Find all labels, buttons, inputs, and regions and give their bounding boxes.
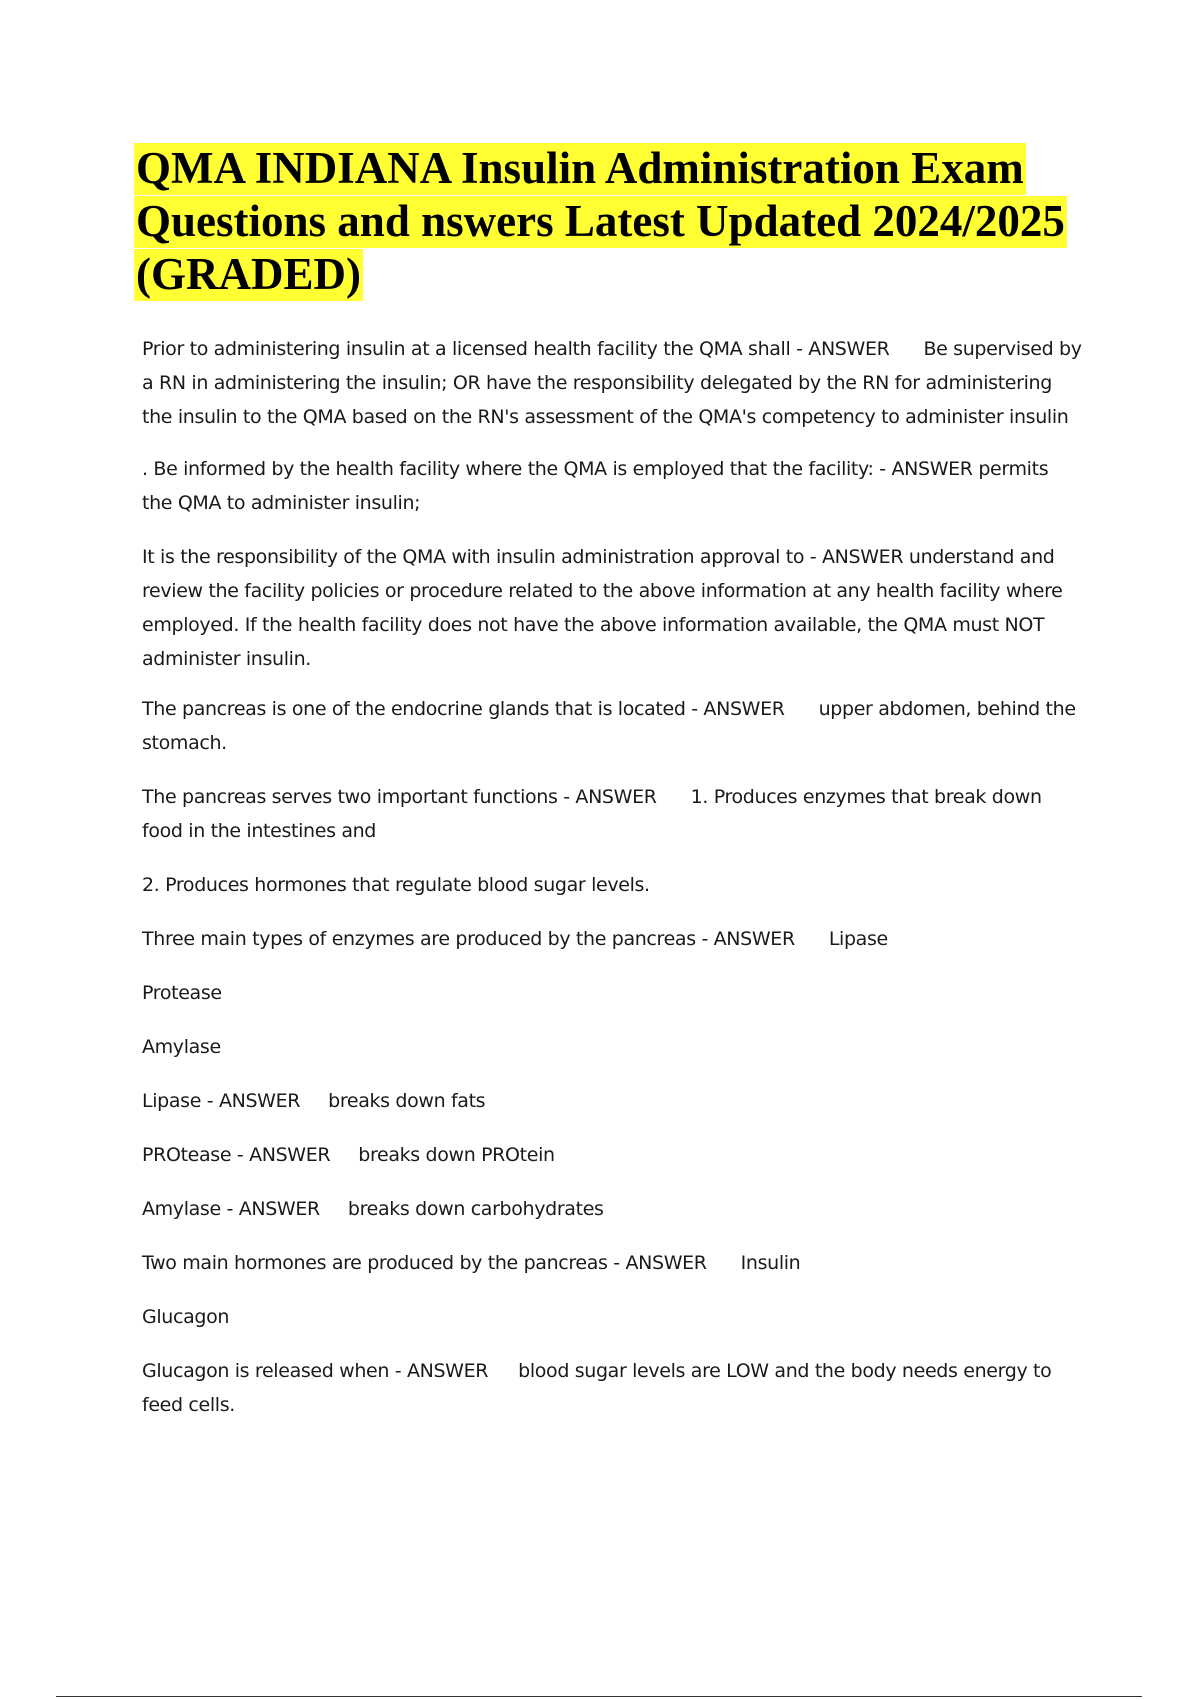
title-line-1-text: QMA INDIANA Insulin Administration Exam — [136, 143, 1024, 193]
title-line-2 — [134, 195, 1154, 248]
qa-question: PROtease - ANSWER — [142, 1144, 331, 1166]
qa-answer: understand and review the facility policies or procedure related to the above information at any health facility where employed. If the health facility does not have the above information available, the QMA must NOT administer insulin. — [142, 546, 1063, 670]
qa-entry — [142, 1246, 1082, 1280]
qa-entry — [142, 540, 1082, 676]
qa-answer: 2. Produces hormones that regulate blood sugar levels. — [142, 874, 650, 896]
qa-answer: breaks down fats — [328, 1090, 486, 1112]
qa-question: Three main types of enzymes are produced by the pancreas - ANSWER — [142, 928, 795, 950]
qa-answer: Be supervised by a RN in administering the insulin; OR have the responsibility delegated by the RN for administering the insulin to the QMA based on the RN's assessment of the QMA's competency to administer insulin — [142, 338, 1082, 428]
qa-question: Prior to administering insulin at a licensed health facility the QMA shall - ANSWER — [142, 338, 890, 360]
qa-answer: breaks down PROtein — [358, 1144, 555, 1166]
qa-answer: Protease — [142, 982, 222, 1004]
qa-entry — [142, 1138, 1082, 1172]
qa-entry — [142, 976, 1082, 1010]
qa-question: . Be informed by the health facility where the QMA is employed that the facility: - ANSWER — [142, 458, 973, 480]
qa-entry — [142, 452, 1082, 520]
title-line-1 — [134, 142, 1154, 195]
title-line-3 — [134, 248, 1154, 301]
title-line-2-text: Questions and nswers Latest Updated 2024/2025 — [136, 196, 1065, 246]
qa-entry — [142, 332, 1082, 434]
qa-entry — [142, 692, 1082, 760]
qa-question: The pancreas serves two important functions - ANSWER — [142, 786, 657, 808]
qa-question: The pancreas is one of the endocrine glands that is located - ANSWER — [142, 698, 785, 720]
qa-entry — [142, 1354, 1082, 1422]
qa-answer: Lipase — [828, 928, 888, 950]
qa-list — [142, 332, 1082, 1442]
qa-question: Lipase - ANSWER — [142, 1090, 301, 1112]
qa-answer: Amylase — [142, 1036, 221, 1058]
qa-answer: breaks down carbohydrates — [347, 1198, 604, 1220]
qa-entry — [142, 868, 1082, 902]
qa-answer: upper abdomen, behind the stomach. — [142, 698, 1076, 754]
qa-question: Two main hormones are produced by the pancreas - ANSWER — [142, 1252, 707, 1274]
qa-question: Glucagon is released when - ANSWER — [142, 1360, 489, 1382]
qa-question: It is the responsibility of the QMA with insulin administration approval to - ANSWER — [142, 546, 904, 568]
qa-entry — [142, 922, 1082, 956]
qa-entry — [142, 1192, 1082, 1226]
qa-answer: Glucagon — [142, 1306, 230, 1328]
qa-answer: blood sugar levels are LOW and the body needs energy to feed cells. — [142, 1360, 1052, 1416]
qa-answer: 1. Produces enzymes that break down food in the intestines and — [142, 786, 1042, 842]
qa-question: Amylase - ANSWER — [142, 1198, 320, 1220]
qa-entry — [142, 1300, 1082, 1334]
footer-divider — [56, 1696, 1142, 1697]
document-title — [134, 142, 1154, 301]
qa-answer: permits the QMA to administer insulin; — [142, 458, 1049, 514]
qa-entry — [142, 1084, 1082, 1118]
qa-entry — [142, 1030, 1082, 1064]
qa-entry — [142, 780, 1082, 848]
title-line-3-text: (GRADED) — [136, 249, 361, 299]
qa-answer: Insulin — [740, 1252, 801, 1274]
